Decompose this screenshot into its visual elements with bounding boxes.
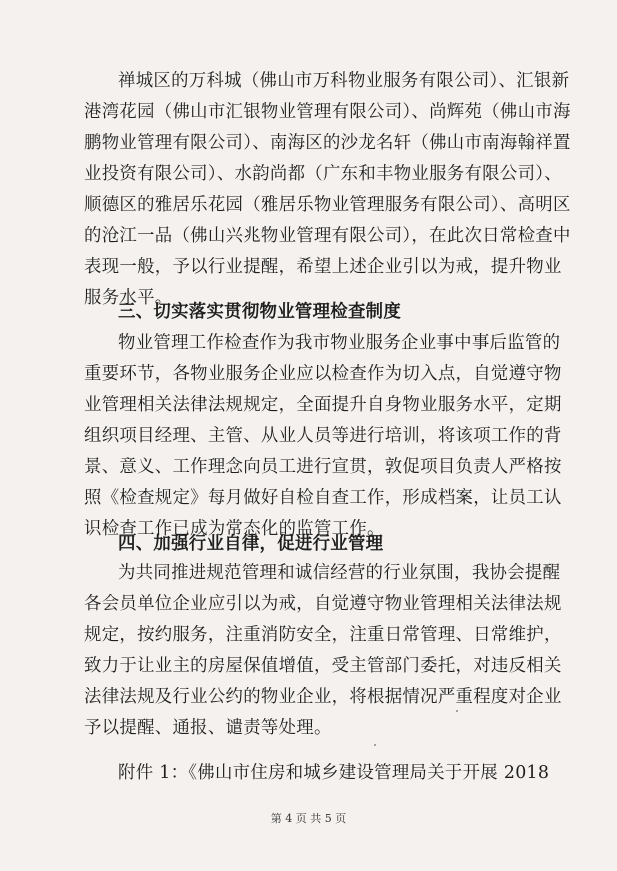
page-number-footer: 第 4 页 共 5 页 <box>270 812 347 825</box>
section-heading-3 <box>84 297 544 328</box>
text-line: 景、意义、工作理念向员工进行宣贯，敦促项目负责人严格按 <box>84 457 562 477</box>
text-line: 港湾花园（佛山市汇银物业管理有限公司）、尚辉苑（佛山市海 <box>84 102 571 122</box>
paragraph-property-list <box>84 66 571 314</box>
text-line: 业管理相关法律法规规定，全面提升自身物业服务水平，定期 <box>84 395 562 415</box>
text-line: 重要环节，各物业服务企业应以检查作为切入点，自觉遵守物 <box>84 364 562 384</box>
text-line: 鹏物业管理有限公司）、南海区的沙龙名轩（佛山市南海翰祥置 <box>84 133 571 153</box>
paragraph-self-discipline <box>84 558 562 744</box>
scan-speck <box>374 744 376 746</box>
text-line: 禅城区的万科城（佛山市万科物业服务有限公司）、汇银新 <box>118 71 570 91</box>
text-line: 顺德区的雅居乐花园（雅居乐物业管理服务有限公司）、高明区 <box>84 195 571 215</box>
text-line: 为共同推进规范管理和诚信经营的行业氛围，我协会提醒 <box>118 563 561 583</box>
heading-text: 三、切实落实贯彻物业管理检查制度 <box>118 302 402 322</box>
text-line: 表现一般，予以行业提醒，希望上述企业引以为戒，提升物业 <box>84 257 562 277</box>
text-line: 致力于让业主的房屋保值增值，受主管部门委托，对违反相关 <box>84 656 562 676</box>
attachment-text: 附件 1：《佛山市住房和城乡建设管理局关于开展 2018 <box>118 763 550 783</box>
text-line: 各会员单位企业应引以为戒，自觉遵守物业管理相关法律法规 <box>84 594 562 614</box>
text-line: 予以提醒、通报、谴责等处理。 <box>84 718 332 738</box>
heading-text: 四、加强行业自律，促进行业管理 <box>118 534 384 554</box>
text-line: 规定，按约服务，注重消防安全，注重日常管理、日常维护， <box>84 625 562 645</box>
text-line: 的沧江一品（佛山兴兆物业管理有限公司），在此次日常检查中 <box>84 226 571 246</box>
text-line: 服务水平。 <box>84 288 173 308</box>
text-line: 识检查工作已成为常态化的监管工作。 <box>84 519 385 539</box>
text-line: 业投资有限公司）、水韵尚都（广东和丰物业服务有限公司）、 <box>84 164 562 184</box>
text-line: 照《检查规定》每月做好自检自查工作，形成档案，让员工认 <box>84 488 562 508</box>
scan-speck <box>456 710 458 712</box>
section-heading-4 <box>84 529 544 560</box>
text-line: 组织项目经理、主管、从业人员等进行培训，将该项工作的背 <box>84 426 562 446</box>
text-line: 物业管理工作检查作为我市物业服务企业事中事后监管的 <box>118 333 561 353</box>
text-line: 法律法规及行业公约的物业企业，将根据情况严重程度对企业 <box>84 687 562 707</box>
attachment-note <box>84 758 550 789</box>
paragraph-inspection-system <box>84 328 562 545</box>
